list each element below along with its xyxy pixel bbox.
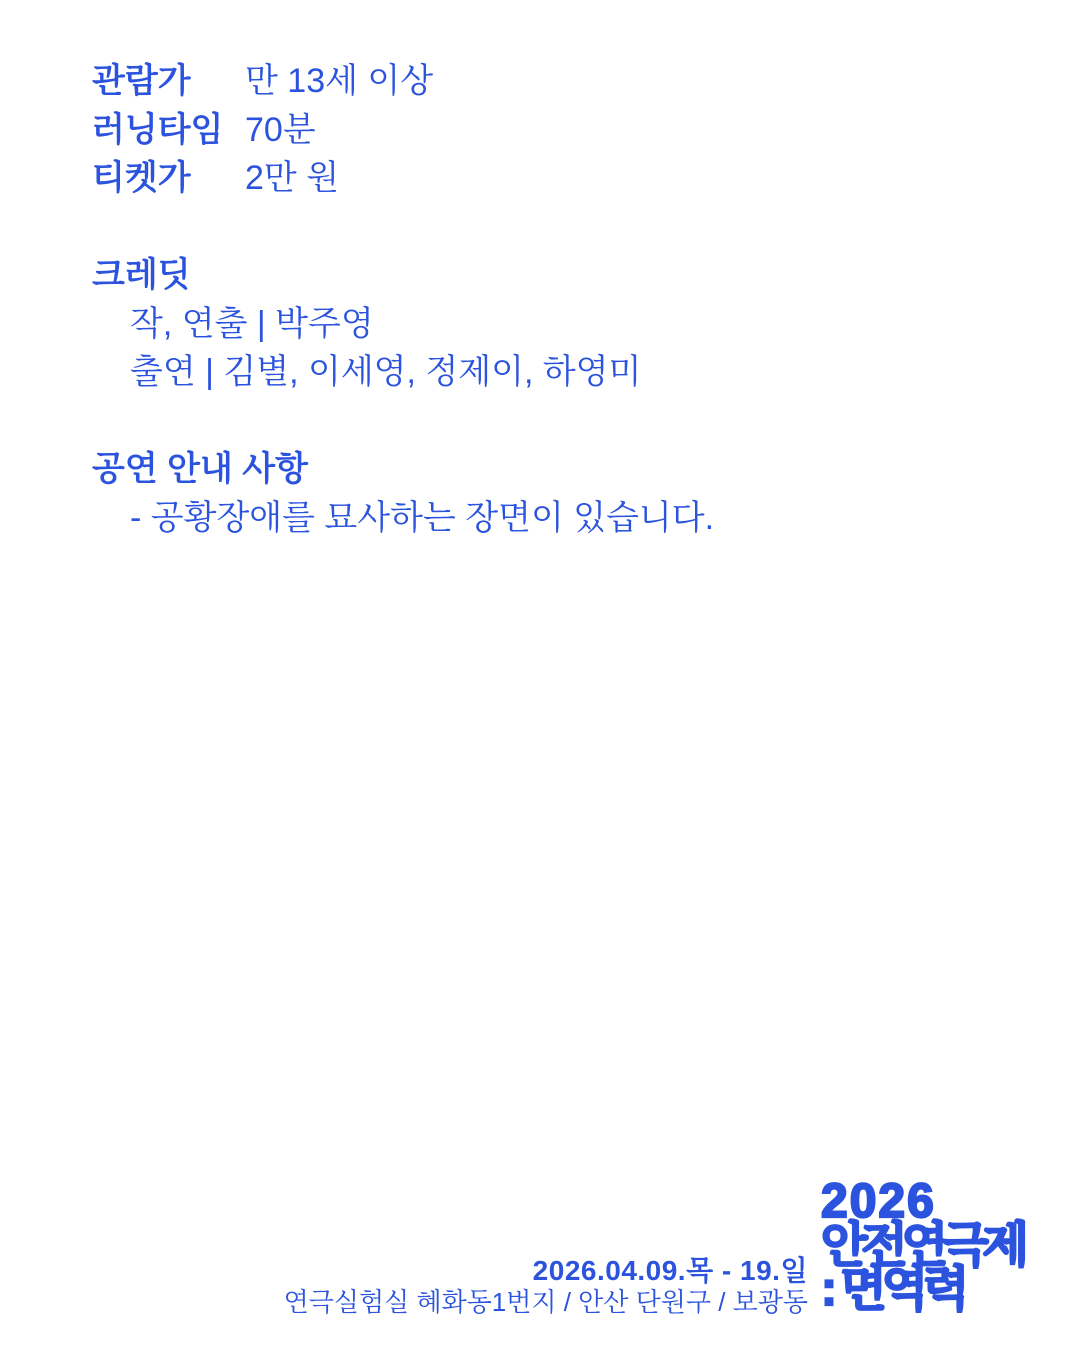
info-label-ticketprice: 티켓가 <box>92 159 191 197</box>
footer-meta <box>284 1256 808 1317</box>
info-label-rating: 관람가 <box>92 62 191 100</box>
notice-heading: 공연 안내 사항 <box>92 450 308 488</box>
logo-subtitle: : 면역력 <box>821 1263 965 1316</box>
info-value-ticketprice: 2만 원 <box>245 159 340 197</box>
info-row-ticketprice <box>92 154 714 203</box>
info-section <box>92 57 714 542</box>
info-label-runningtime: 러닝타임 <box>92 110 224 149</box>
info-value-rating: 만 13세 이상 <box>245 62 434 100</box>
festival-logo <box>821 1175 1023 1316</box>
info-value-runningtime: 70분 <box>245 110 316 149</box>
footer-date-range: 2026.04.09.목 - 19.일 <box>532 1255 808 1286</box>
section-gap <box>92 203 714 252</box>
logo-year: 2026 <box>821 1175 936 1228</box>
credits-heading: 크레딧 <box>92 256 191 294</box>
credits-line-writer-director: 작, 연출 | 박주영 <box>130 304 374 343</box>
info-row-rating <box>92 57 714 106</box>
logo-festival-name: 안전연극제 <box>821 1219 1023 1272</box>
credits-line-cast: 출연 | 김별, 이세영, 정제이, 하영미 <box>130 353 642 391</box>
notice-line: - 공황장애를 묘사하는 장면이 있습니다. <box>130 498 715 537</box>
section-gap <box>92 397 714 446</box>
info-row-runningtime <box>92 106 714 155</box>
footer-venues: 연극실험실 혜화동1번지 / 안산 단원구 / 보광동 <box>283 1287 808 1317</box>
